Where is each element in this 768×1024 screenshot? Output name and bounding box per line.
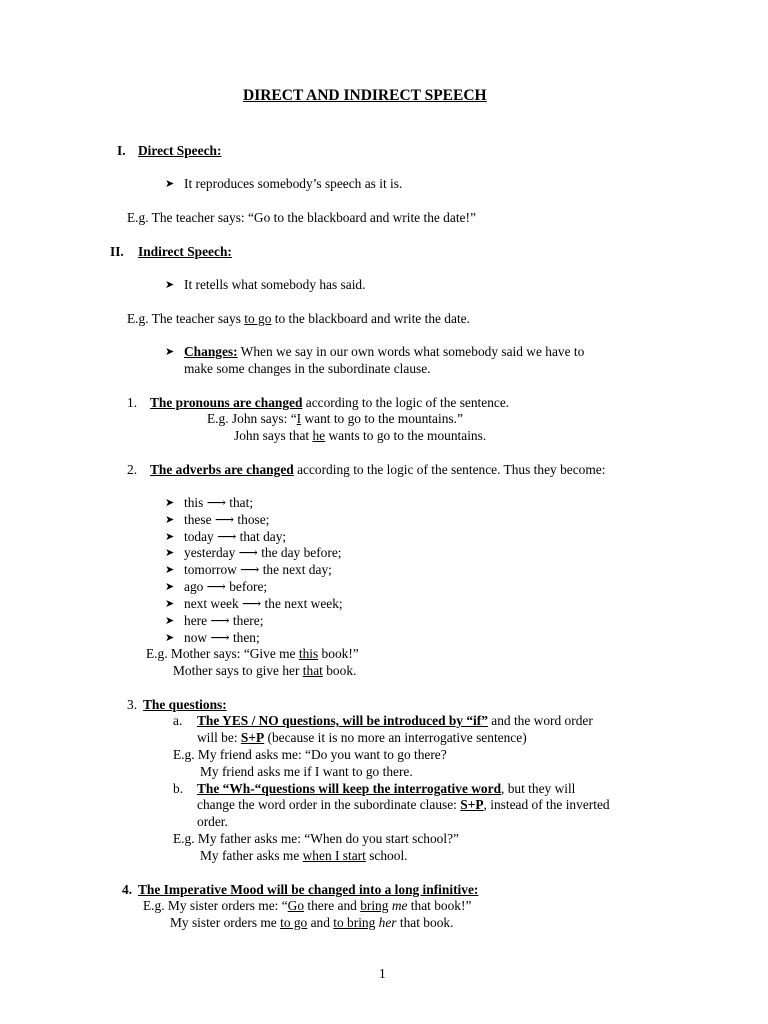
arrowhead-bullet-icon: ➤ [165, 581, 175, 593]
page-number: 1 [379, 966, 386, 981]
pronouns-line: The pronouns are changed according to the logic of the sentence. [150, 395, 510, 410]
arrowhead-bullet-icon: ➤ [165, 178, 175, 190]
item-number: 2. [127, 462, 138, 477]
example-line: Mother says to give her that book. [173, 663, 357, 678]
arrowhead-bullet-icon: ➤ [165, 279, 175, 291]
questions-heading: The questions: [143, 697, 227, 712]
arrowhead-bullet-icon: ➤ [165, 598, 175, 610]
wh-line-2: change the word order in the subordinate clause: S+P, instead of the inverted [197, 797, 610, 812]
example-line: My friend asks me if I want to go there. [200, 764, 413, 779]
arrowhead-bullet-icon: ➤ [165, 497, 175, 509]
example-line: E.g. Mother says: “Give me this book!” [146, 646, 359, 661]
item-number: 3. [127, 697, 138, 712]
arrowhead-bullet-icon: ➤ [165, 514, 175, 526]
list-item: tomorrow ⟶ the next day; [184, 562, 332, 577]
example-line: E.g. The teacher says: “Go to the blackboard and write the date!” [127, 210, 476, 225]
item-number: 1. [127, 395, 138, 410]
section-1-number: I. [117, 143, 126, 158]
list-item: ago ⟶ before; [184, 579, 268, 594]
wh-line-3: order. [197, 814, 228, 829]
arrowhead-bullet-icon: ➤ [165, 632, 175, 644]
yes-no-line-2: will be: S+P (because it is no more an interrogative sentence) [197, 730, 527, 745]
bullet-text: It retells what somebody has said. [184, 277, 366, 292]
arrowhead-bullet-icon: ➤ [165, 547, 175, 559]
adverbs-line: The adverbs are changed according to the logic of the sentence. Thus they become: [150, 462, 606, 477]
changes-line-2: make some changes in the subordinate clause. [184, 361, 431, 376]
sub-item-label: b. [173, 781, 184, 796]
arrowhead-bullet-icon: ➤ [165, 531, 175, 543]
section-2-heading: Indirect Speech: [138, 244, 232, 259]
example-line: My father asks me when I start school. [200, 848, 408, 863]
example-line: John says that he wants to go to the mountains. [234, 428, 487, 443]
list-item: here ⟶ there; [184, 613, 264, 628]
list-item: now ⟶ then; [184, 630, 260, 645]
example-line: My sister orders me to go and to bring her that book. [170, 915, 454, 930]
arrowhead-bullet-icon: ➤ [165, 564, 175, 576]
example-line: E.g. My sister orders me: “Go there and bring me that book!” [143, 898, 472, 913]
yes-no-line: The YES / NO questions, will be introduced by “if” and the word order [197, 713, 593, 728]
example-line: E.g. My father asks me: “When do you start school?” [173, 831, 459, 846]
section-2-number: II. [110, 244, 124, 259]
sub-item-label: a. [173, 713, 183, 728]
imperative-heading: The Imperative Mood will be changed into a long infinitive: [138, 882, 479, 897]
changes-line: Changes: When we say in our own words what somebody said we have to [184, 344, 585, 359]
wh-line: The “Wh-“questions will keep the interrogative word, but they will [197, 781, 576, 796]
page-title: DIRECT AND INDIRECT SPEECH [243, 87, 487, 104]
list-item: next week ⟶ the next week; [184, 596, 343, 611]
list-item: today ⟶ that day; [184, 529, 287, 544]
example-line: E.g. John says: “I want to go to the mountains.” [207, 411, 463, 426]
arrowhead-bullet-icon: ➤ [165, 615, 175, 627]
arrowhead-bullet-icon: ➤ [165, 346, 175, 358]
list-item: yesterday ⟶ the day before; [184, 545, 342, 560]
bullet-text: It reproduces somebody’s speech as it is. [184, 176, 403, 191]
section-1-heading: Direct Speech: [138, 143, 222, 158]
item-number: 4. [122, 882, 133, 897]
list-item: these ⟶ those; [184, 512, 270, 527]
list-item: this ⟶ that; [184, 495, 254, 510]
example-line: E.g. My friend asks me: “Do you want to go there? [173, 747, 447, 762]
example-line: E.g. The teacher says to go to the blackboard and write the date. [127, 311, 470, 326]
